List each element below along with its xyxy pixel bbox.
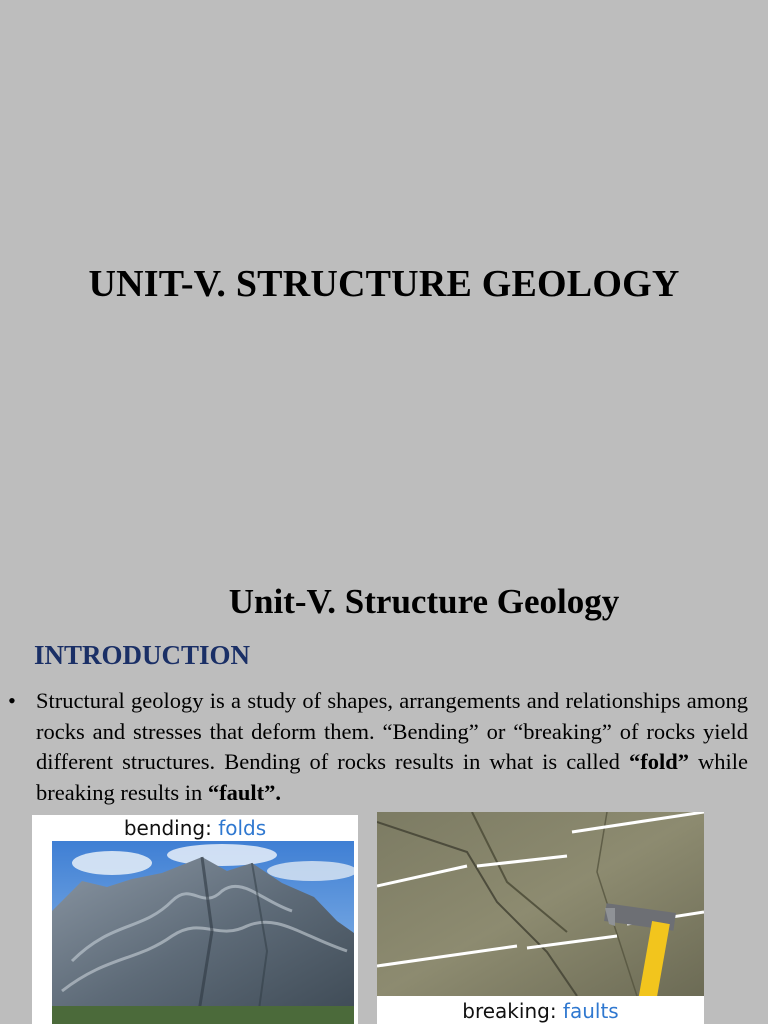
section-title: Unit-V. Structure Geology [228,582,620,621]
slide-title: UNIT-V. STRUCTURE GEOLOGY [88,263,680,305]
folds-figure [32,815,358,1024]
faults-caption [377,998,704,1024]
introduction-heading: INTRODUCTION [34,640,251,670]
fault-term: “fault”. [207,779,281,805]
faults-caption-value: faults [562,999,619,1023]
folds-caption [32,815,358,843]
faults-caption-key: breaking: [462,999,557,1023]
folded-mountain-photo [52,841,354,1024]
folds-caption-value: folds [218,816,267,840]
paragraph-text [36,686,748,808]
faulted-rock-photo [377,812,704,996]
folds-caption-key: bending: [123,816,212,840]
intro-paragraph [8,686,748,808]
fold-term: “fold” [628,749,689,774]
paragraph-part-1: Structural geology is a study of shapes, arrangements and relationships among rocks and stresses that deform them. “Bending” or “breaking” of rocks yield different structures. Bending of rocks results in what is called [36,688,748,774]
paragraph-part-2: while breaking results in [36,749,748,805]
faults-figure [377,812,704,1024]
bullet-marker: • [8,688,16,713]
